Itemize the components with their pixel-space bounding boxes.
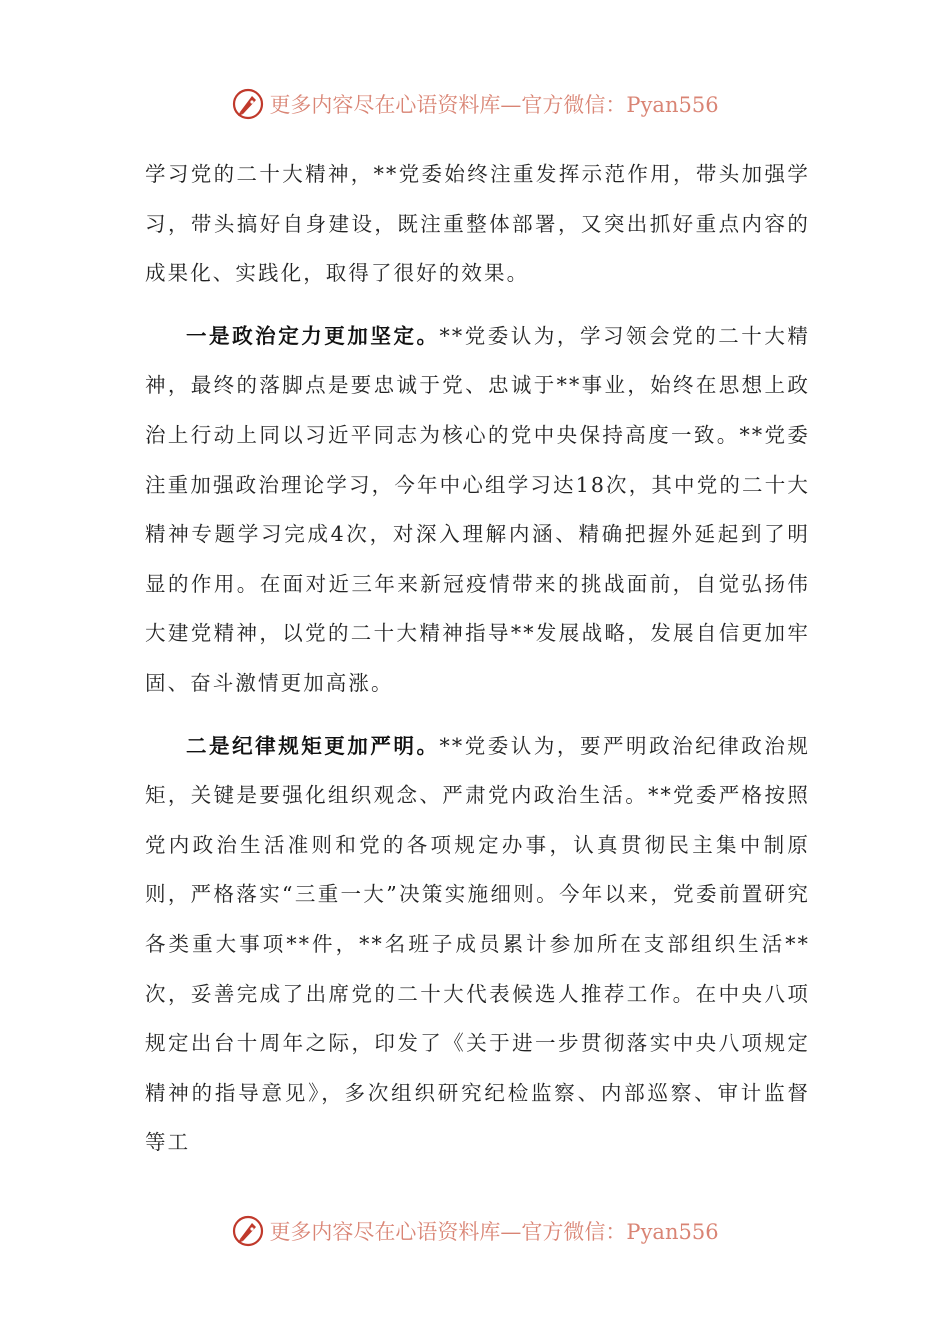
footer-watermark-banner (0, 1211, 950, 1251)
paragraph-intro (145, 150, 810, 299)
footer-watermark-text: 更多内容尽在心语资料库—官方微信：Pyan556 (269, 1220, 719, 1244)
header-watermark-text: 更多内容尽在心语资料库—官方微信：Pyan556 (269, 93, 719, 117)
pen-nib-logo-icon (231, 1214, 265, 1248)
paragraph-political-stance-heading: 一是政治定力更加坚定。 (186, 323, 440, 348)
pen-nib-logo-icon (231, 87, 265, 121)
header-watermark-banner (0, 84, 950, 124)
paragraph-discipline-rules-text: **党委认为，要严明政治纪律政治规矩，关键是要强化组织观念、严肃党内政治生活。**党委严格按照党内政治生活准则和党的各项规定办事，认真贯彻民主集中制原则，严格落实“三重一大”决策实施细则。今年以来，党委前置研究各类重大事项**件，**名班子成员累计参加所在支部组织生活**次，妥善完成了出席党的二十大代表候选人推荐工作。在中央八项规定出台十周年之际，印发了《关于进一步贯彻落实中央八项规定精神的指导意见》，多次组织研究纪检监察、内部巡察、审计监督等工 (145, 733, 810, 1155)
document-body (145, 150, 810, 1168)
paragraph-discipline-rules-heading: 二是纪律规矩更加严明。 (186, 733, 440, 758)
paragraph-political-stance-text: **党委认为，学习领会党的二十大精神，最终的落脚点是要忠诚于党、忠诚于**事业，始终在思想上政治上行动上同以习近平同志为核心的党中央保持高度一致。**党委注重加强政治理论学习，今年中心组学习达18次，其中党的二十大精神专题学习完成4次，对深入理解内涵、精确把握外延起到了明显的作用。在面对近三年来新冠疫情带来的挑战面前，自觉弘扬伟大建党精神，以党的二十大精神指导**发展战略，发展自信更加牢固、奋斗激情更加高涨。 (145, 323, 810, 695)
paragraph-political-stance (145, 312, 810, 709)
paragraph-intro-text: 学习党的二十大精神，**党委始终注重发挥示范作用，带头加强学习，带头搞好自身建设，既注重整体部署，又突出抓好重点内容的成果化、实践化，取得了很好的效果。 (145, 162, 810, 286)
paragraph-discipline-rules (145, 722, 810, 1168)
